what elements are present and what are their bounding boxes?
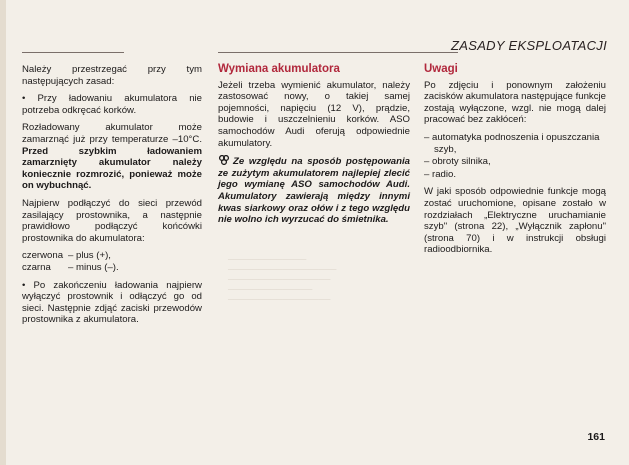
page-number: 161	[587, 431, 605, 443]
polarity-list	[22, 250, 202, 273]
column-3	[424, 64, 606, 262]
replacement-paragraph: Jeżeli trzeba wymienić akumulator, należy zastosować nowy, o takiej samej pojemności, napięciu (12 V), prądzie, budowie i uszczelnieniu korków. ASO samochodów Audi oferują odpowiednie akumulatory.	[218, 79, 410, 149]
header-rule-left	[22, 52, 124, 53]
freezing-text: Rozładowany akumulator może zamarznąć już przy temperaturze –10°C.	[22, 122, 202, 145]
section-title: ZASADY EKSPLOATACJI	[451, 38, 607, 53]
header-rule-right	[218, 52, 458, 53]
polarity-red-label: czerwona	[22, 250, 64, 262]
list-item: – obroty silnika,	[424, 156, 606, 168]
bleed-through-text: ───────────── ────────────────── ───────────────── ────────────── ─────────────────	[228, 254, 337, 304]
environment-warning	[218, 155, 410, 226]
warning-text: Ze względu na sposób postępowania ze zużytym akumulatorem najlepiej zlecić jego wymianę ASO samochodów Audi. Akumulatory zawierają między innymi kwas siarkowy oraz ołów i z tego względu nie wolno ich wyrzucać do śmietnika.	[218, 156, 410, 226]
notes-paragraph: Po zdjęciu i ponownym założeniu zacisków akumulatora następujące funkcje zostają wyłączone, wzgl. nie mogą dalej pracować bez zakłóceń:	[424, 79, 606, 126]
bullet-no-caps: • Przy ładowaniu akumulatora nie potrzeba odkręcać korków.	[22, 93, 202, 116]
connect-paragraph: Najpierw podłączyć do sieci przewód zasilający prostownika, a następnie prawidłowo podłączyć końcówki prostownika do akumulatora:	[22, 197, 202, 244]
polarity-black-value: – minus (–).	[68, 261, 119, 273]
restore-paragraph: W jaki sposób odpowiednie funkcje mogą zostać uruchomione, opisane zostało w rozdziałach „Elektryczne uruchamianie szyb" (strona 22), „Wyłącznik zapłonu" (strona 70) i w instrukcji obsługi radioodbiornika.	[424, 186, 606, 256]
polarity-black	[22, 262, 202, 274]
polarity-red	[22, 250, 202, 262]
list-item: – automatyka podnoszenia i opuszczania szyb,	[424, 132, 606, 155]
page-edge	[0, 0, 6, 465]
finish-bullet: • Po zakończeniu ładowania najpierw wyłączyć prostownik i odłączyć go od sieci. Następnie zdjąć zaciski przewodów prostownika z akumulatora.	[22, 279, 202, 326]
intro-paragraph: Należy przestrzegać przy tym następujących zasad:	[22, 64, 202, 87]
disabled-functions-list	[424, 132, 606, 180]
freezing-paragraph	[22, 122, 202, 192]
column-1	[22, 64, 202, 332]
notes-heading: Uwagi	[424, 63, 458, 75]
polarity-red-value: – plus (+),	[68, 250, 111, 262]
polarity-black-label: czarna	[22, 261, 51, 273]
freezing-warning: Przed szybkim ładowaniem zamarznięty akumulator należy koniecznie rozmrozić, ponieważ może on wybuchnąć.	[22, 145, 202, 192]
column-2	[218, 63, 410, 304]
list-item: – radio.	[424, 169, 606, 181]
recycle-icon	[218, 155, 230, 165]
battery-replacement-heading: Wymiana akumulatora	[218, 63, 340, 75]
